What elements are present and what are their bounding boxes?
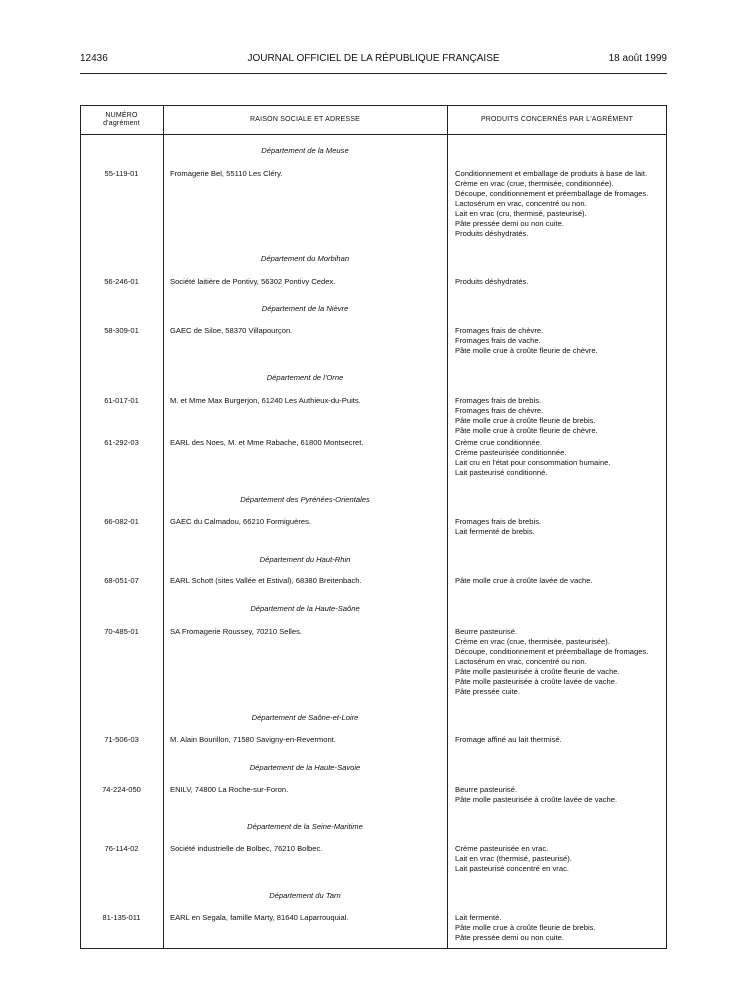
header-rule (80, 73, 667, 74)
produit-item: Lait cru en l'état pour consommation humaine. (455, 458, 611, 467)
produit-item: Conditionnement et emballage de produits à base de lait. (455, 169, 648, 178)
numero-agrement: 66-082-01 (104, 517, 139, 526)
raison-sociale: ENILV, 74800 La Roche-sur-Foron. (170, 785, 289, 794)
numero-agrement: 71-506-03 (104, 735, 139, 744)
column-header-raison: RAISON SOCIALE ET ADRESSE (250, 115, 360, 123)
produit-item: Lait en vrac (cru, thermisé, pasteurisé). (455, 209, 587, 218)
departement-heading: Département du Tarn (269, 891, 341, 900)
page-number: 12436 (80, 53, 108, 64)
produits-list (455, 785, 665, 805)
numero-agrement: 81-135-011 (102, 913, 141, 922)
produits-list (455, 844, 665, 874)
produit-item: Produits déshydratés. (455, 229, 529, 238)
departement-heading: Département de la Haute-Savoie (249, 763, 361, 772)
produit-item: Fromage affiné au lait thermisé. (455, 735, 562, 744)
numero-agrement: 56-246-01 (104, 277, 139, 286)
raison-sociale: M. et Mme Max Burgerjon, 61240 Les Authieux-du-Puits. (170, 396, 361, 405)
produit-item: Lactosérum en vrac, concentré ou non. (455, 199, 587, 208)
produit-item: Fromages frais de vache. (455, 336, 541, 345)
raison-sociale: GAEC de Siloe, 58370 Villapourçon. (170, 326, 293, 335)
departement-heading: Département de Saône-et-Loire (251, 713, 359, 722)
column-header-numero-line1: NUMÉRO (105, 111, 138, 119)
produit-item: Pâte molle crue à croûte fleurie de chèvre. (455, 346, 598, 355)
produits-list (455, 627, 665, 697)
produit-item: Produits déshydratés. (455, 277, 529, 286)
raison-sociale: M. Alain Bourillon, 71580 Savigny-en-Revermont. (170, 735, 336, 744)
produit-item: Crème crue conditionnée. (455, 438, 542, 447)
produit-item: Découpe, conditionnement et préemballage de fromages. (455, 647, 649, 656)
produit-item: Pâte molle pasteurisée à croûte lavée de vache. (455, 677, 618, 686)
issue-date: 18 août 1999 (608, 53, 667, 64)
produit-item: Pâte molle crue à croûte lavée de vache. (455, 576, 593, 585)
departement-heading: Département de la Meuse (261, 146, 349, 155)
produit-item: Lait fermenté. (455, 913, 502, 922)
raison-sociale: Société industrielle de Bolbec, 76210 Bolbec. (170, 844, 323, 853)
numero-agrement: 55-119-01 (104, 169, 139, 178)
departement-heading: Département de la Haute-Saône (250, 604, 360, 613)
produits-list (455, 735, 665, 745)
produit-item: Pâte molle crue à croûte fleurie de chèvre. (455, 426, 598, 435)
column-header-numero-line2: d'agrément (103, 119, 140, 127)
numero-agrement: 68-051-07 (104, 576, 139, 585)
produits-list (455, 277, 665, 287)
produit-item: Pâte pressée demi ou non cuite. (455, 933, 564, 942)
numero-agrement: 74-224-050 (102, 785, 141, 794)
produit-item: Lait en vrac (thermisé, pasteurisé). (455, 854, 572, 863)
produit-item: Pâte pressée demi ou non cuite. (455, 219, 564, 228)
produits-list (455, 517, 665, 537)
produit-item: Crème pasteurisée en vrac. (455, 844, 549, 853)
departement-heading: Département de l'Orne (266, 373, 344, 382)
produit-item: Beurre pasteurisé. (455, 785, 518, 794)
departement-heading: Département du Morbihan (260, 254, 350, 263)
produits-list (455, 576, 665, 586)
produit-item: Fromages frais de chèvre. (455, 326, 544, 335)
produit-item: Crème en vrac (crue, thermisée, conditionnée). (455, 179, 614, 188)
produit-item: Pâte molle pasteurisée à croûte lavée de vache. (455, 795, 618, 804)
produit-item: Pâte molle crue à croûte fleurie de brebis. (455, 923, 596, 932)
departement-heading: Département du Haut-Rhin (259, 555, 351, 564)
raison-sociale: SA Fromagerie Roussey, 70210 Selles. (170, 627, 302, 636)
raison-sociale: EARL des Noes, M. et Mme Rabache, 61800 Montsecret. (170, 438, 364, 447)
numero-agrement: 76-114-02 (104, 844, 139, 853)
produit-item: Découpe, conditionnement et préemballage de fromages. (455, 189, 649, 198)
page-header (80, 53, 667, 67)
raison-sociale: EARL en Segala, famille Marty, 81640 Laparrouquial. (170, 913, 349, 922)
departement-heading: Département de la Nièvre (261, 304, 349, 313)
raison-sociale: Fromagerie Bel, 55110 Les Cléry. (170, 169, 283, 178)
produit-item: Crème pasteurisée conditionnée. (455, 448, 567, 457)
numero-agrement: 58-309-01 (104, 326, 139, 335)
produit-item: Pâte molle crue à croûte fleurie de brebis. (455, 416, 596, 425)
produit-item: Lait pasteurisé concentré en vrac. (455, 864, 569, 873)
produit-item: Lait pasteurisé conditionné. (455, 468, 548, 477)
departement-heading: Département des Pyrénées-Orientales (240, 495, 370, 504)
produits-list (455, 326, 665, 356)
numero-agrement: 61-292-03 (104, 438, 139, 447)
produits-list (455, 438, 665, 478)
produits-list (455, 169, 665, 239)
raison-sociale: EARL Schott (sites Vallée et Estival), 68380 Breitenbach. (170, 576, 362, 585)
produit-item: Lactosérum en vrac, concentré ou non. (455, 657, 587, 666)
numero-agrement: 61-017-01 (104, 396, 139, 405)
produit-item: Crème en vrac (crue, thermisée, pasteurisée). (455, 637, 610, 646)
column-divider (447, 105, 448, 949)
column-header-numero (80, 105, 163, 134)
journal-title: JOURNAL OFFICIEL DE LA RÉPUBLIQUE FRANÇAISE (247, 53, 500, 64)
produit-item: Lait fermenté de brebis. (455, 527, 535, 536)
produits-list (455, 396, 665, 436)
produit-item: Beurre pasteurisé. (455, 627, 518, 636)
header-row-divider (80, 134, 667, 135)
produit-item: Fromages frais de brebis. (455, 396, 542, 405)
raison-sociale: Société laitière de Pontivy, 56302 Pontivy Cedex. (170, 277, 336, 286)
produit-item: Pâte pressée cuite. (455, 687, 521, 696)
produit-item: Pâte molle pasteurisée à croûte fleurie de vache. (455, 667, 620, 676)
produit-item: Fromages frais de chèvre. (455, 406, 544, 415)
departement-heading: Département de la Seine-Maritime (247, 822, 363, 831)
produit-item: Fromages frais de brebis. (455, 517, 542, 526)
numero-agrement: 70-485-01 (104, 627, 139, 636)
raison-sociale: GAEC du Calmadou, 66210 Formiguères. (170, 517, 311, 526)
produits-list (455, 913, 665, 943)
column-header-produits: PRODUITS CONCERNÉS PAR L'AGRÉMENT (480, 115, 634, 123)
